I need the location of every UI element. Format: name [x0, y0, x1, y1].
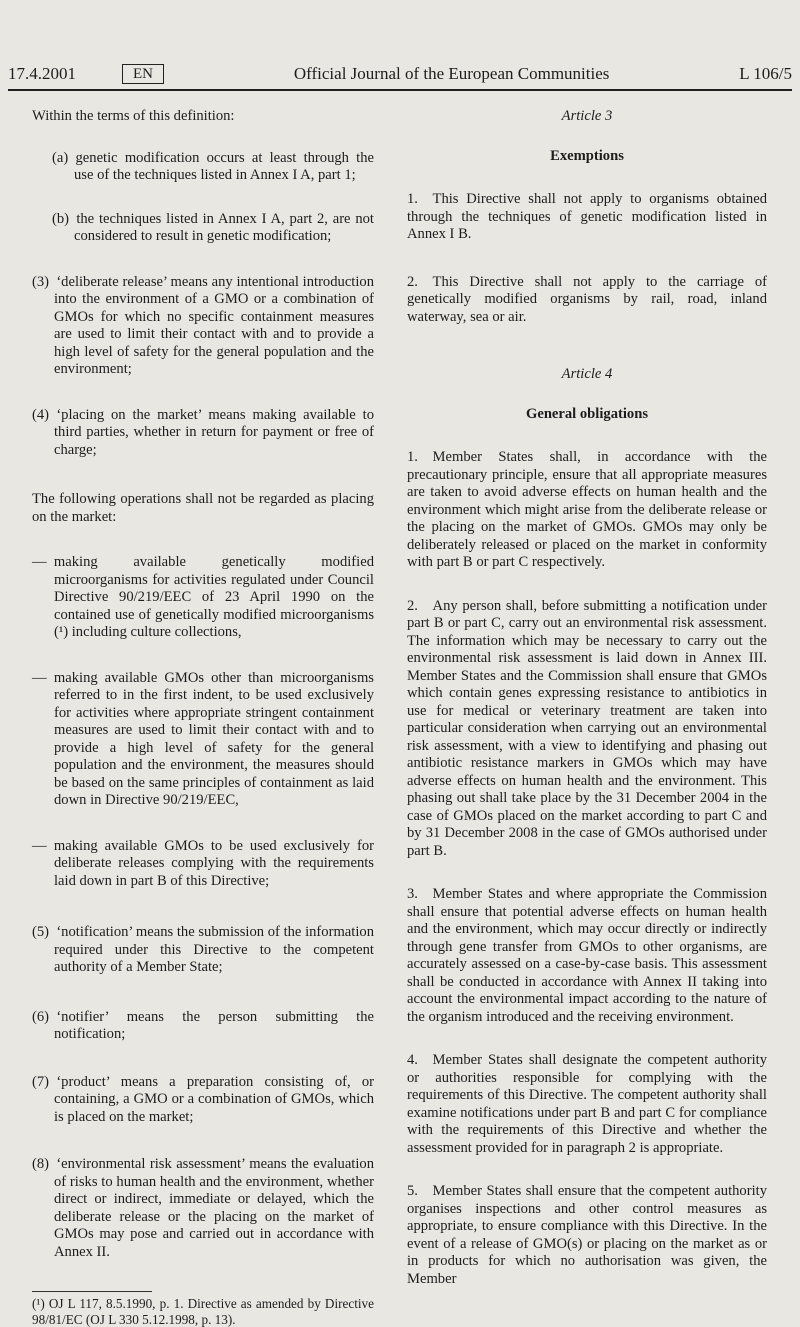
indent-item-1: — making available genetically modified microorganisms for activities regulated under Council Directive 90/219/EEC of 23 April 1990 on the contained use of genetically modified microorganisms (¹) including culture collections, [32, 554, 374, 640]
following-operations: The following operations shall not be regarded as placing on the market: [32, 491, 374, 525]
footnote-rule [32, 1291, 152, 1292]
definition-4: (4) ‘placing on the market’ means making available to third parties, whether in return for payment or free of charge; [32, 406, 374, 458]
page-header [8, 62, 792, 86]
article-4-paragraph-4: 4. Member States shall designate the competent authority or authorities responsible for complying with the requirements of this Directive. The competent authority shall examine notifications under part B and part C for compliance with the requirements of this Directive and whether the assessment provided for in paragraph 2 is appropriate. [407, 1052, 767, 1156]
definition-5: (5) ‘notification’ means the submission of the information required under this Directive to the competent authority of a Member State; [32, 924, 374, 975]
article-3-paragraph-1: 1. This Directive shall not apply to organisms obtained through the techniques of genetic modification listed in Annex I B. [407, 191, 767, 242]
article-4-title: Article 4 [561, 366, 613, 382]
indent-item-3: — making available GMOs to be used exclusively for deliberate releases complying with the requirements laid down in part B of this Directive; [32, 837, 374, 889]
article-3-heading: Exemptions [550, 147, 624, 164]
article-3-paragraph-2: 2. This Directive shall not apply to the carriage of genetically modified organisms by rail, road, inland waterway, sea or air. [407, 273, 767, 325]
definition-item-b: (b) the techniques listed in Annex I A, part 2, are not considered to result in genetic modification; [52, 210, 374, 244]
indent-item-2: — making available GMOs other than microorganisms referred to in the first indent, to be used exclusively for activities where appropriate stringent containment measures are used to limit their contact with and to provide a high level of safety for the general population and the environment, the measures should be based on the same principles of containment as laid down in Directive 90/219/EEC, [32, 669, 374, 808]
header-date: 17.4.2001 [8, 64, 76, 83]
definition-8: (8) ‘environmental risk assessment’ means the evaluation of risks to human health and the environment, whether direct or indirect, immediate or delayed, which the deliberate release or the placing on the market of GMOs may pose and carried out in accordance with Annex II. [32, 1156, 374, 1260]
article-4-paragraph-2: 2. Any person shall, before submitting a notification under part B or part C, carry out an environmental risk assessment. The information which may be necessary to carry out the environmental risk assessment is laid down in Annex III. Member States and the Commission shall ensure that GMOs which contain genes expressing resistance to antibiotics in use for medical or veterinary treatment are taken into particular consideration when carrying out an environmental risk assessment, with a view to identifying and phasing out antibiotic resistance markers in GMOs which may have adverse effects on human health and the environment. This phasing out shall take place by the 31 December 2004 in the case of GMOs placed on the market according to part C and by 31 December 2008 in the case of GMOs authorised under part B. [407, 597, 767, 859]
left-column [32, 108, 374, 1327]
header-rule [8, 89, 792, 91]
journal-title: Official Journal of the European Communities [293, 64, 610, 83]
article-4-paragraph-1: 1. Member States shall, in accordance with the precautionary principle, ensure that all appropriate measures are taken to avoid adverse effects on human health and the environment which might arise from the deliberate release or the placing on the market of GMOs. GMOs may only be deliberately released or placed on the market in conformity with part B or part C respectively. [407, 449, 767, 570]
footnote: (¹) OJ L 117, 8.5.1990, p. 1. Directive as amended by Directive 98/81/EC (OJ L 330 5.12.1998, p. 13). [32, 1296, 374, 1327]
article-4-paragraph-3: 3. Member States and where appropriate the Commission shall ensure that potential adverse effects on human health and the environment, which may occur directly or indirectly through gene transfer from GMOs to other organisms, are accurately assessed on a case-by-case basis. This assessment shall be conducted in accordance with Annex II taking into account the environmental impact according to the nature of the organism introduced and the receiving environment. [407, 886, 767, 1025]
language-badge: EN [122, 64, 164, 84]
header-left [8, 64, 164, 84]
definition-6: (6) ‘notifier’ means the person submitting the notification; [32, 1008, 374, 1042]
definition-7: (7) ‘product’ means a preparation consisting of, or containing, a GMO or a combination of GMOs, which is placed on the market; [32, 1073, 374, 1125]
article-4-paragraph-5: 5. Member States shall ensure that the competent authority organises inspections and other control measures as appropriate, to ensure compliance with this Directive. In the event of a release of GMO(s) or placing on the market as or in products for which no authorisation was given, the Member [407, 1183, 767, 1287]
right-column [407, 108, 767, 1288]
definition-3: (3) ‘deliberate release’ means any intentional introduction into the environment of a GMO or a combination of GMOs for which no specific containment measures are used to limit their contact with and to provide a high level of safety for the general population and the environment; [32, 273, 374, 377]
page-reference: L 106/5 [739, 64, 792, 83]
article-4-heading: General obligations [525, 405, 649, 422]
definition-intro: Within the terms of this definition: [32, 108, 235, 124]
article-3-title: Article 3 [561, 108, 613, 124]
definition-item-a: (a) genetic modification occurs at least through the use of the techniques listed in Annex I A, part 1; [52, 149, 374, 183]
